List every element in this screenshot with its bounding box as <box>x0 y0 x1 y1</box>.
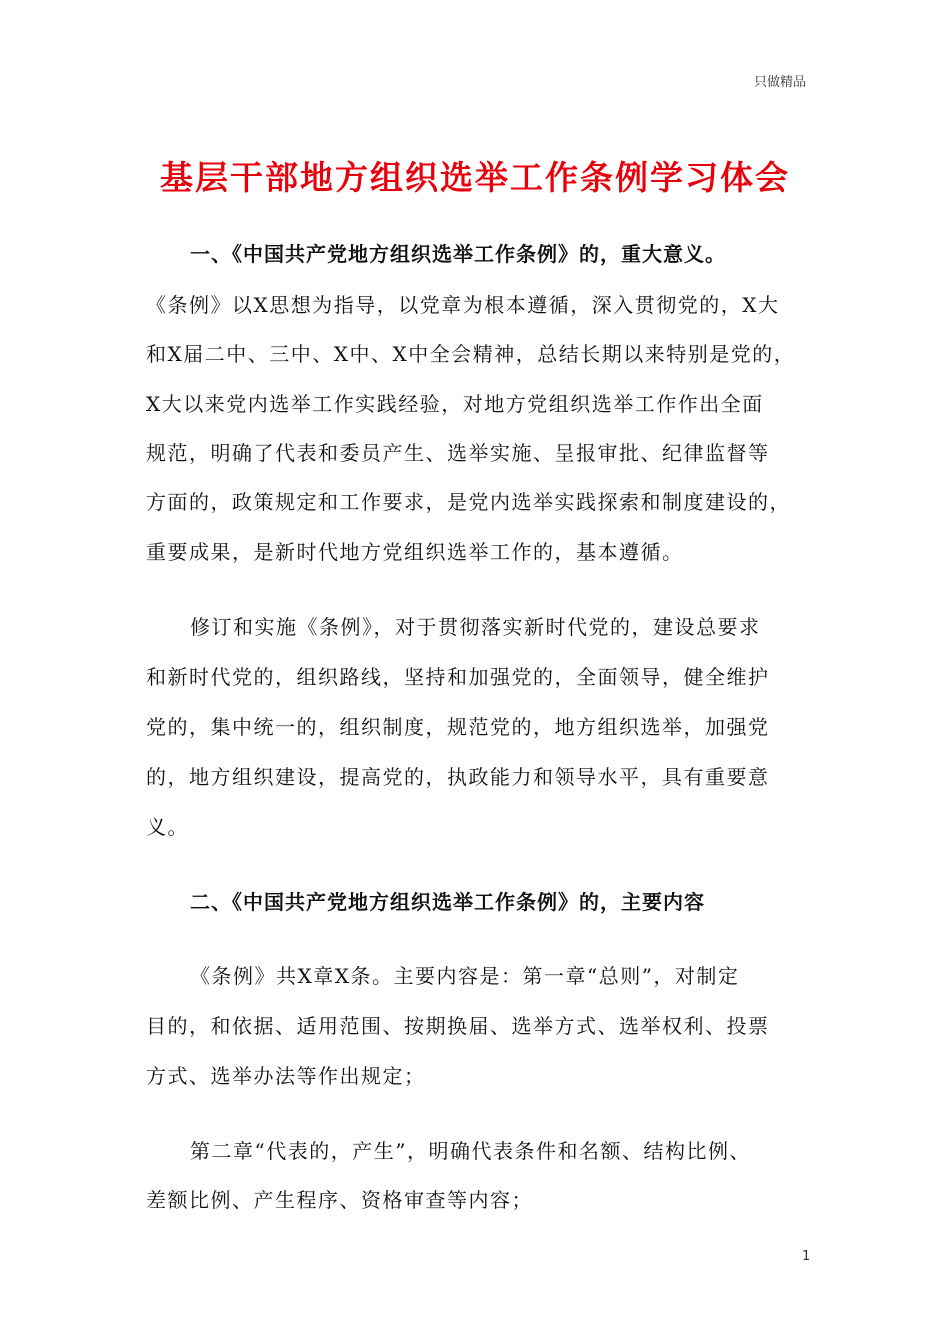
section-1-heading: 一、《中国共产党地方组织选举工作条例》的，重大意义。 <box>190 242 726 266</box>
text-line: 规范，明确了代表和委员产生、选举实施、呈报审批、纪律监督等 <box>146 441 770 465</box>
text-line: 重要成果，是新时代地方党组织选举工作的，基本遵循。 <box>146 540 684 564</box>
text-line: 和X届二中、三中、X中、X中全会精神，总结长期以来特别是党的， <box>146 342 796 366</box>
text-line: 和新时代党的，组织路线，坚持和加强党的，全面领导，健全维护 <box>146 665 770 689</box>
header-tag: 只做精品 <box>753 75 806 90</box>
text-line: 方式、选举办法等作出规定； <box>146 1064 426 1088</box>
text-line: 《条例》以X思想为指导，以党章为根本遵循，深入贯彻党的，X大 <box>146 293 780 317</box>
text-line: 党的，集中统一的，组织制度，规范党的，地方组织选举，加强党 <box>146 715 770 739</box>
page-number: 1 <box>802 1249 811 1264</box>
text-line: 修订和实施《条例》，对于贯彻落实新时代党的，建设总要求 <box>190 615 761 639</box>
text-line: 目的，和依据、适用范围、按期换届、选举方式、选举权利、投票 <box>146 1014 770 1038</box>
text-line: 的，地方组织建设，提高党的，执政能力和领导水平，具有重要意 <box>146 765 770 789</box>
text-line: 第二章“代表的，产生”，明确代表条件和名额、结构比例、 <box>190 1139 751 1163</box>
section-2-heading: 二、《中国共产党地方组织选举工作条例》的，主要内容 <box>190 890 705 914</box>
text-line: X大以来党内选举工作实践经验，对地方党组织选举工作作出全面 <box>146 392 764 416</box>
text-line: 差额比例、产生程序、资格审查等内容； <box>146 1188 533 1212</box>
text-line: 方面的，政策规定和工作要求，是党内选举实践探索和制度建设的， <box>146 490 791 514</box>
document-title: 基层干部地方组织选举工作条例学习体会 <box>160 158 790 197</box>
text-line: 义。 <box>146 815 189 839</box>
text-line: 《条例》共X章X条。主要内容是：第一章“总则”，对制定 <box>190 964 740 988</box>
